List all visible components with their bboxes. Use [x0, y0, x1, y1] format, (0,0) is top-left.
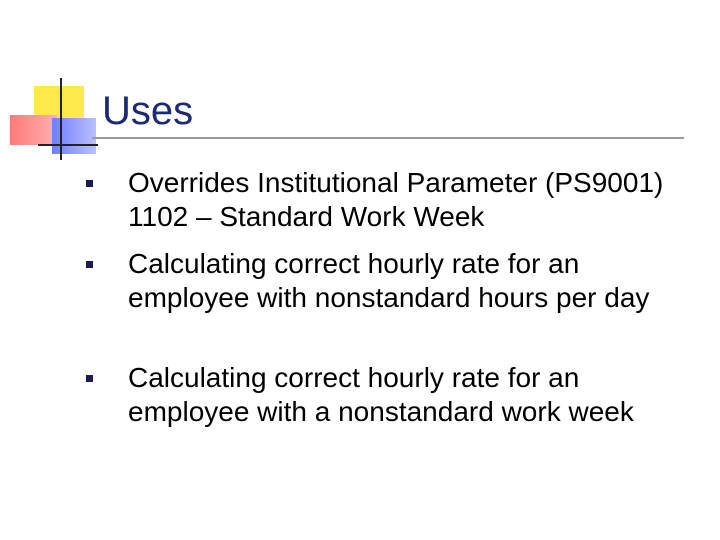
bullet-marker: [86, 180, 93, 187]
bullet-item: Overrides Institutional Parameter (PS9001) 1102 – Standard Work Week: [128, 167, 664, 232]
title-underline: [92, 137, 684, 139]
bullet-item: Calculating correct hourly rate for an employee with nonstandard hours per day: [128, 248, 650, 313]
bullet-item: Calculating correct hourly rate for an employee with a nonstandard work week: [128, 362, 634, 427]
bullet-marker: [86, 375, 93, 382]
decorative-horizontal-line: [38, 144, 98, 146]
decorative-red-bar: [10, 115, 57, 145]
decorative-blue-square: [52, 118, 96, 154]
bullet-marker: [86, 261, 93, 268]
decorative-vertical-line: [60, 78, 62, 160]
slide-title: Uses: [102, 89, 194, 133]
